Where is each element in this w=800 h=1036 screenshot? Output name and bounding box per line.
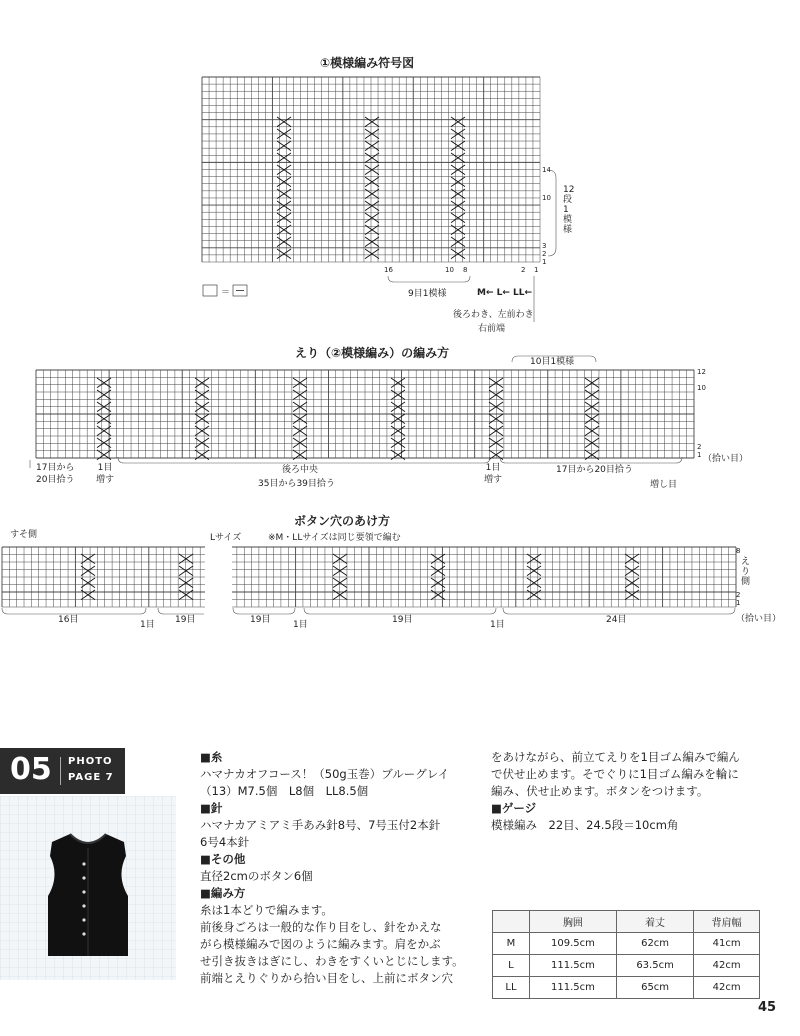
chart1-row1: 1 bbox=[542, 258, 547, 266]
chart3-bottom-19a: 19目 bbox=[175, 615, 196, 625]
chart1-repeat-label: 9目1模様 bbox=[408, 289, 447, 299]
chart1-row2: 2 bbox=[542, 250, 547, 258]
chart1-row3: 3 bbox=[542, 242, 547, 250]
size-table-header-length: 着丈 bbox=[616, 911, 693, 933]
size-table-header-chest: 胸囲 bbox=[529, 911, 616, 933]
chest-value: 111.5cm bbox=[529, 955, 616, 977]
method-line5: 前端とえりぐりから拾い目をし、上前にボタン穴 bbox=[200, 971, 453, 985]
method-heading: ■編み方 bbox=[200, 886, 246, 900]
chart3-bottom-1c: 1目 bbox=[490, 620, 505, 630]
badge-number: 05 bbox=[10, 752, 52, 787]
chart3-bottom-19b: 19目 bbox=[250, 615, 271, 625]
instructions-left bbox=[200, 749, 464, 987]
chart1-col8: 8 bbox=[463, 266, 468, 274]
chart3-row8: 8 bbox=[736, 547, 741, 555]
yarn-heading: ■糸 bbox=[200, 750, 223, 764]
chart2-row12: 12 bbox=[697, 368, 706, 376]
needle-heading: ■針 bbox=[200, 801, 223, 815]
chart3-size-label: Lサイズ bbox=[210, 533, 242, 543]
length-value: 65cm bbox=[616, 977, 693, 999]
chart1-note1: 後ろわき、左前わき bbox=[453, 310, 534, 320]
method-line1: 糸は1本どりで編みます。 bbox=[200, 903, 333, 917]
chart2-row2: 2 bbox=[697, 443, 702, 451]
chart3-bottom-24: 24目 bbox=[606, 615, 627, 625]
chest-value: 111.5cm bbox=[529, 977, 616, 999]
length-value: 62cm bbox=[616, 933, 693, 955]
table-row bbox=[493, 977, 760, 999]
size-table bbox=[492, 910, 760, 999]
needle-line2: 6号4本針 bbox=[200, 835, 250, 849]
other-heading: ■その他 bbox=[200, 852, 246, 866]
chart1-size-arrows: M← L← LL← bbox=[477, 288, 533, 298]
shoulder-value: 42cm bbox=[694, 955, 760, 977]
size-label: L bbox=[493, 955, 530, 977]
method-line2: 前後身ごろは一般的な作り目をし、針をかえな bbox=[200, 920, 442, 934]
size-label: LL bbox=[493, 977, 530, 999]
chart2-inc-left: 1目 増す bbox=[96, 463, 115, 485]
chart3-title: ボタン穴のあけ方 bbox=[294, 514, 391, 528]
chart1-legend-equals: ＝ bbox=[221, 288, 231, 298]
method-line8: 編み、伏せ止めます。ボタンをつけます。 bbox=[491, 784, 709, 798]
size-table-header-shoulder: 背肩幅 bbox=[694, 911, 760, 933]
table-row bbox=[493, 955, 760, 977]
chest-value: 109.5cm bbox=[529, 933, 616, 955]
size-label: M bbox=[493, 933, 530, 955]
chart2-center: 後ろ中央 bbox=[282, 465, 319, 475]
badge-page: PAGE 7 bbox=[68, 772, 114, 783]
yarn-line1: ハマナカオフコース！（50g玉巻）ブルーグレイ bbox=[200, 767, 450, 781]
chart1-note2: 右前端 bbox=[478, 324, 506, 334]
chart2-right-pick: 17目から20目拾う bbox=[556, 465, 633, 475]
chart2-center-pick: 35目から39目拾う bbox=[258, 479, 335, 489]
yarn-line2: （13）M7.5個 L8個 LL8.5個 bbox=[200, 784, 369, 798]
chart2-edge-inc: 増し目 bbox=[650, 480, 678, 490]
size-table-header bbox=[493, 911, 760, 933]
badge-photo: PHOTO bbox=[68, 756, 113, 767]
method-line7: で伏せ止めます。そでぐりに1目ゴム編みを輪に bbox=[491, 767, 739, 781]
chart1-title: ①模様編み符号図 bbox=[320, 56, 415, 70]
page-number: 45 bbox=[758, 1000, 777, 1015]
chart2-row1-note: （拾い目） bbox=[703, 454, 749, 464]
other-line1: 直径2cmのボタン6個 bbox=[200, 869, 313, 883]
length-value: 63.5cm bbox=[616, 955, 693, 977]
chart3-hem-side: すそ側 bbox=[10, 530, 38, 540]
chart1-col10: 10 bbox=[445, 266, 454, 274]
chart3-bottom-1b: 1目 bbox=[293, 620, 308, 630]
instructions-right bbox=[491, 749, 740, 834]
photo-badge bbox=[0, 748, 125, 794]
chart1-col2: 2 bbox=[521, 266, 526, 274]
chart3-size-note: ※M・LLサイズは同じ要領で編む bbox=[268, 533, 401, 543]
chart1-col1: 1 bbox=[534, 266, 539, 274]
method-line6: をあけながら、前立てえりを1目ゴム編みで編ん bbox=[491, 750, 740, 764]
gauge-heading: ■ゲージ bbox=[491, 801, 537, 815]
gauge-line1: 模様編み 22目、24.5段＝10cm角 bbox=[491, 818, 679, 832]
needle-line1: ハマナカアミアミ手あみ針8号、7号玉付2本針 bbox=[200, 818, 441, 832]
chart3-row1-note: （拾い目） bbox=[736, 614, 782, 624]
chart1-row14: 14 bbox=[542, 166, 551, 174]
chart3-side-label: えり側 bbox=[741, 557, 751, 587]
chart3-row1: 1 bbox=[736, 599, 741, 607]
chart2-repeat-label: 10目1模様 bbox=[530, 357, 575, 367]
chart2-row10: 10 bbox=[697, 384, 706, 392]
chart2-left-pick: 17目から 20目拾う bbox=[36, 463, 75, 485]
chart3-bottom-16: 16目 bbox=[58, 615, 79, 625]
shoulder-value: 42cm bbox=[694, 977, 760, 999]
vest-photo bbox=[0, 796, 176, 980]
chart2-inc-right: 1目 増す bbox=[484, 463, 503, 485]
table-row bbox=[493, 933, 760, 955]
chart1-col16: 16 bbox=[384, 266, 393, 274]
size-table-header-blank bbox=[493, 911, 530, 933]
shoulder-value: 41cm bbox=[694, 933, 760, 955]
chart1-bracket-label: 12段1模様 bbox=[563, 185, 575, 235]
badge-divider bbox=[60, 757, 61, 785]
chart3-bottom-19c: 19目 bbox=[392, 615, 413, 625]
chart2-row1: 1 bbox=[697, 451, 702, 459]
chart1-row10: 10 bbox=[542, 194, 551, 202]
chart3-row2: 2 bbox=[736, 591, 741, 599]
method-line3: がら模様編みで図のように編みます。肩をかぶ bbox=[200, 937, 441, 951]
method-line4: せ引き抜きはぎにし、わきをすくいとじにします。 bbox=[200, 954, 464, 968]
chart3-bottom-1a: 1目 bbox=[140, 620, 155, 630]
chart2-title: えり（②模様編み）の編み方 bbox=[295, 346, 450, 360]
